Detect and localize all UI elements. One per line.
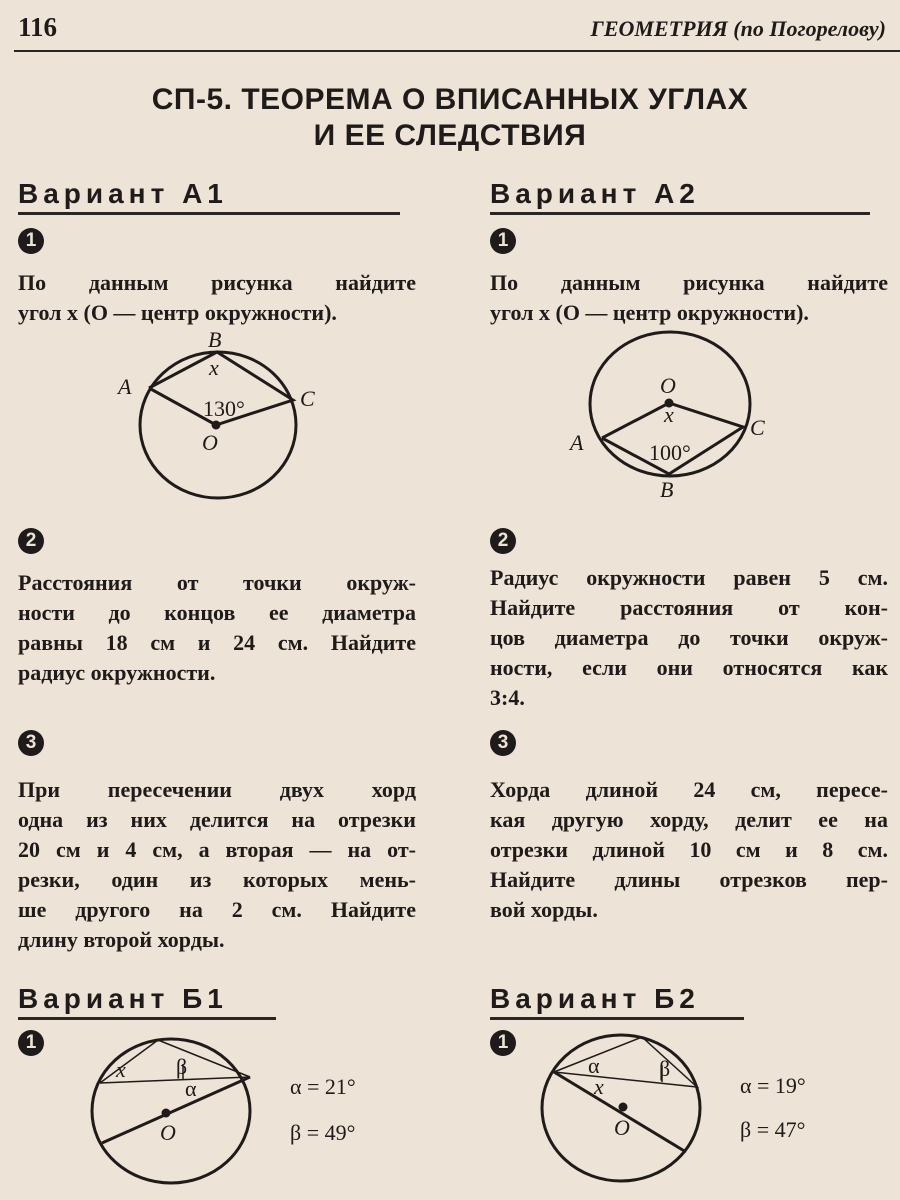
center-point	[162, 1109, 170, 1117]
task-number-1: 1	[18, 228, 44, 254]
task-number-1: 1	[490, 1030, 516, 1056]
text-line: Найдите расстояния от кон-	[490, 595, 888, 620]
text-line: ности, если они относятся как	[490, 655, 888, 680]
title-line-2: И ЕЕ СЛЕДСТВИЯ	[313, 119, 587, 152]
variant-a2-heading: Вариант А2	[490, 178, 870, 215]
center-point	[212, 421, 220, 429]
label-x: x	[594, 1074, 604, 1099]
label-c: C	[750, 415, 765, 440]
figure-a1	[116, 327, 315, 498]
chord-lines	[554, 1037, 697, 1087]
label-o: O	[614, 1115, 630, 1140]
text-line: цов диаметра до точки окруж-	[490, 625, 888, 650]
task-number-3: 3	[490, 730, 516, 756]
text-line: Радиус окружности равен 5 см.	[490, 565, 888, 590]
label-alpha: α	[588, 1053, 600, 1078]
text-line: ше другого на 2 см. Найдите	[18, 897, 416, 922]
text-line: По данным рисунка найдите	[490, 270, 888, 295]
text-line: одна из них делится на отрезки	[18, 807, 416, 832]
label-o: O	[160, 1120, 176, 1145]
title-line-1: СП-5. ТЕОРЕМА О ВПИСАННЫХ УГЛАХ	[151, 83, 749, 116]
figure-b2	[542, 1035, 806, 1181]
label-x: x	[116, 1057, 126, 1082]
text-line: При пересечении двух хорд	[18, 777, 416, 802]
label-a: A	[118, 374, 132, 399]
text-line: длину второй хорды.	[18, 927, 225, 952]
task-number-2: 2	[18, 528, 44, 554]
task-number-1: 1	[18, 1030, 44, 1056]
page-number: 116	[18, 12, 58, 42]
text-line: По данным рисунка найдите	[18, 270, 416, 295]
text-line: угол x (O — центр окружности).	[490, 300, 809, 325]
text-line: угол x (O — центр окружности).	[18, 300, 337, 325]
beta-value: β = 49°	[290, 1120, 356, 1145]
text-line: Расстояния от точки окруж-	[18, 570, 416, 595]
variant-b2-heading: Вариант Б2	[490, 983, 744, 1020]
variant-b1-heading: Вариант Б1	[18, 983, 276, 1020]
label-o: O	[202, 430, 218, 455]
running-head: ГЕОМЕТРИЯ (по Погорелову)	[590, 16, 886, 41]
label-beta: β	[176, 1054, 188, 1079]
text-line: равны 18 см и 24 см. Найдите	[18, 630, 416, 655]
task-number-2: 2	[490, 528, 516, 554]
angle-label: 130°	[203, 396, 245, 421]
text-line: резки, один из которых мень-	[18, 867, 416, 892]
diameter	[102, 1077, 250, 1143]
task-number-3: 3	[18, 730, 44, 756]
alpha-value: α = 19°	[740, 1073, 806, 1098]
beta-value: β = 47°	[740, 1117, 806, 1142]
label-x: x	[664, 402, 674, 427]
label-c: C	[300, 386, 315, 411]
text-line: 20 см и 4 см, а вторая — на от-	[18, 837, 416, 862]
alpha-value: α = 21°	[290, 1074, 356, 1099]
text-line: Хорда длиной 24 см, пересе-	[490, 777, 888, 802]
label-b: B	[660, 477, 674, 502]
label-beta: β	[659, 1056, 671, 1081]
figure-a2	[568, 332, 765, 502]
text-line: 3:4.	[490, 685, 525, 710]
label-x: x	[209, 355, 219, 380]
figure-b1	[92, 1039, 356, 1183]
center-point	[619, 1103, 627, 1111]
task-number-1: 1	[490, 228, 516, 254]
text-line: радиус окружности.	[18, 660, 216, 685]
text-line: ности до концов ее диаметра	[18, 600, 416, 625]
text-line: вой хорды.	[490, 897, 598, 922]
label-o: O	[660, 373, 676, 398]
text-line: отрезки длиной 10 см и 8 см.	[490, 837, 888, 862]
label-alpha: α	[185, 1076, 197, 1101]
text-line: кая другую хорду, делит ее на	[490, 807, 888, 832]
label-a: A	[570, 430, 584, 455]
variant-a1-heading: Вариант А1	[18, 178, 400, 215]
label-b: B	[208, 327, 222, 352]
text-line: Найдите длины отрезков пер-	[490, 867, 888, 892]
angle-label: 100°	[649, 440, 691, 465]
